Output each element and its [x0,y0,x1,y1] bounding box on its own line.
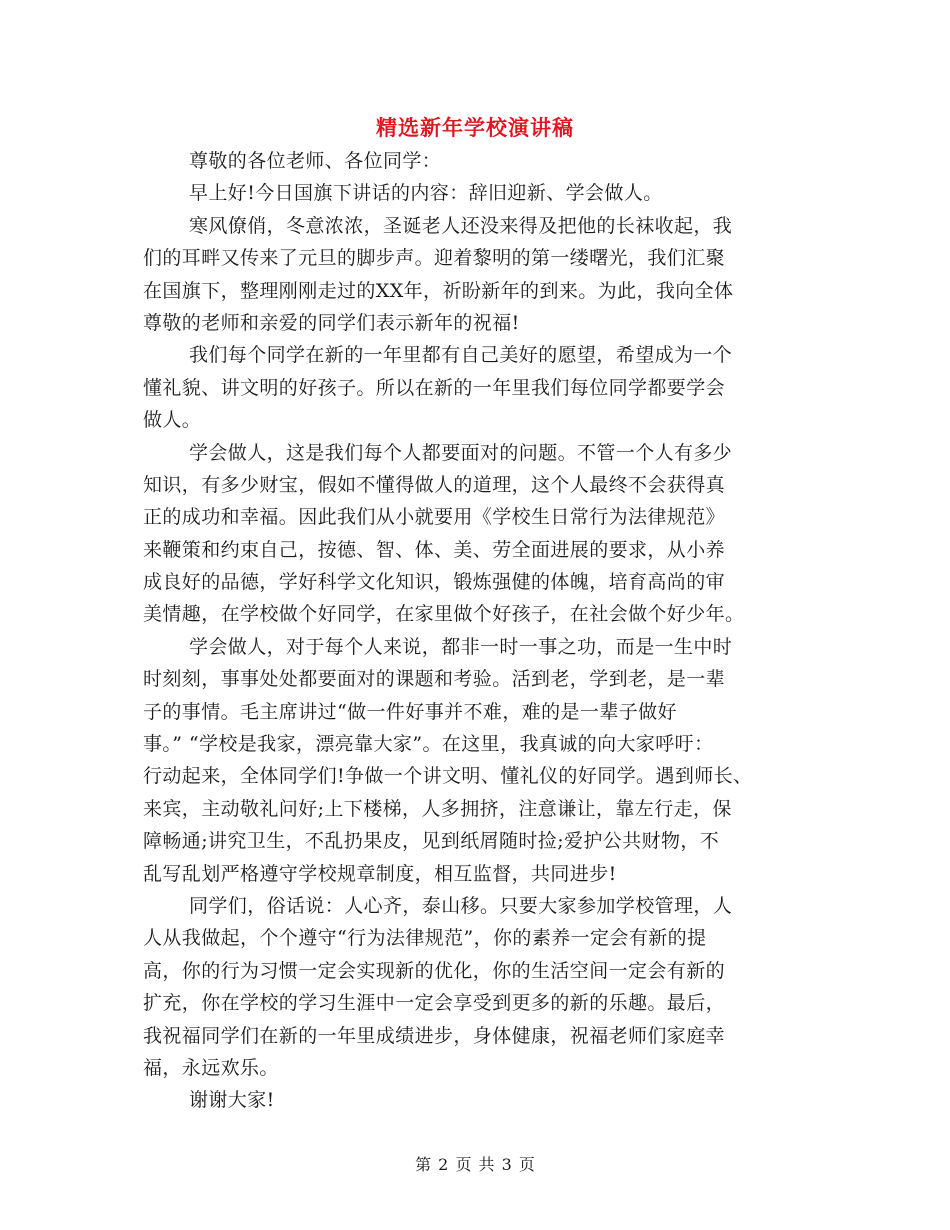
text-line: 寒风僚俏，冬意浓浓，圣诞老人还没来得及把他的长袜收起，我 [189,214,733,237]
text-line: 高，你的行为习惯一定会实现新的优化，你的生活空间一定会有新的 [143,959,726,982]
text-line: 做人。 [143,409,202,432]
text-line: 来宾，主动敬礼问好;上下楼梯，人多拥挤，注意谦让，靠左行走，保 [143,797,732,820]
text-line: 子的事情。毛主席讲过“做一件好事并不难，难的是一辈子做好 [143,700,677,723]
text-line: 知识，有多少财宝，假如不懂得做人的道理，这个人最终不会获得真 [143,473,726,496]
text-line: 来鞭策和约束自己，按德、智、体、美、劳全面进展的要求，从小养 [143,538,726,561]
text-line: 同学们，俗话说：人心齐，泰山移。只要大家参加学校管理，人 [189,894,733,917]
text-line: 乱写乱划严格遵守学校规章制度，相互监督，共同进步! [143,862,617,885]
text-line: 障畅通;讲究卫生，不乱扔果皮，见到纸屑随时捡;爱护公共财物，不 [143,830,720,853]
text-line: 人从我做起，个个遵守“行为法律规范”，你的素养一定会有新的提 [143,927,707,950]
text-line: 早上好!今日国旗下讲话的内容：辞旧迎新、学会做人。 [189,182,663,205]
text-line: 福，永远欢乐。 [143,1056,279,1079]
text-line: 事。” “学校是我家，漂亮靠大家”。在这里，我真诚的向大家呼吁： [143,733,714,756]
text-line: 我们每个同学在新的一年里都有自己美好的愿望，希望成为一个 [189,344,733,367]
page-footer: 第 2 页 共 3 页 [415,1155,535,1174]
text-line: 我祝福同学们在新的一年里成绩进步，身体健康，祝福老师们家庭幸 [143,1024,726,1047]
text-line: 正的成功和幸福。因此我们从小就要用《学校生日常行为法律规范》 [143,506,726,529]
text-line: 时刻刻，事事处处都要面对的课题和考验。活到老，学到老，是一辈 [143,668,726,691]
text-line: 扩充，你在学校的学习生涯中一定会享受到更多的新的乐趣。最后， [143,992,726,1015]
text-line: 成良好的品德，学好科学文化知识，锻炼强健的体魄，培育高尚的审 [143,571,726,594]
text-line: 学会做人，对于每个人来说，都非一时一事之功，而是一生中时 [189,635,733,658]
document-title: 精选新年学校演讲稿 [376,115,574,140]
text-line: 们的耳畔又传来了元旦的脚步声。迎着黎明的第一缕曙光，我们汇聚 [143,247,726,270]
text-line: 学会做人，这是我们每个人都要面对的问题。不管一个人有多少 [189,441,733,464]
text-line: 懂礼貌、讲文明的好孩子。所以在新的一年里我们每位同学都要学会 [143,376,726,399]
text-line: 行动起来，全体同学们!争做一个讲文明、懂礼仪的好同学。遇到师长、 [143,765,753,788]
text-line: 尊敬的老师和亲爱的同学们表示新年的祝福! [143,311,520,334]
text-line: 谢谢大家! [189,1089,275,1112]
document-body [143,145,813,1117]
text-line: 尊敬的各位老师、各位同学： [189,150,442,172]
text-line: 在国旗下，整理刚刚走过的XX年，祈盼新年的到来。为此，我向全体 [143,279,734,302]
text-line: 美情趣，在学校做个好同学，在家里做个好孩子，在社会做个好少年。 [143,603,745,626]
